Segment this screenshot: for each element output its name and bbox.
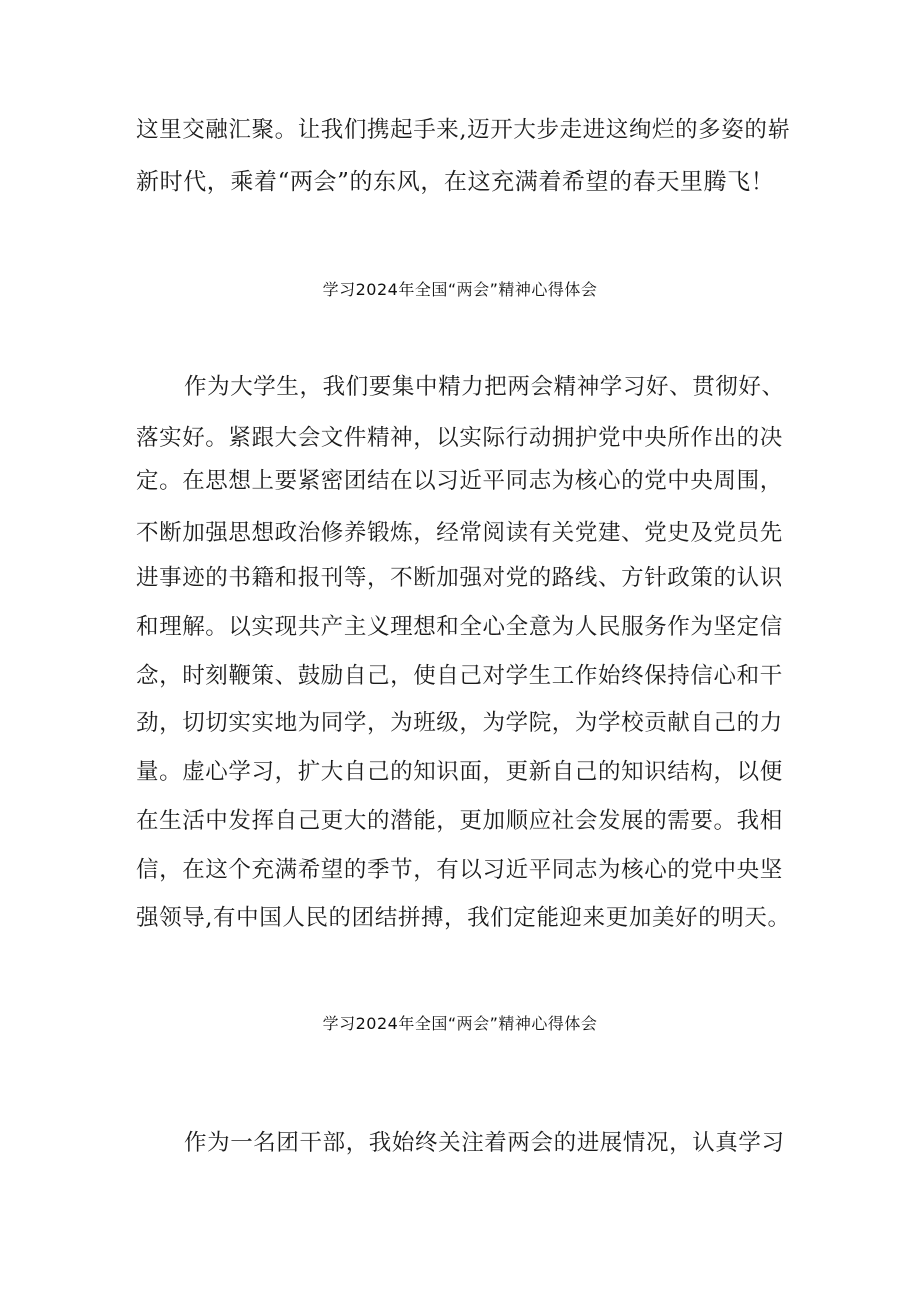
paragraph-1-line-11: 信，在这个充满希望的季节，有以习近平同志为核心的党中央坚 [136, 857, 783, 883]
intro-line-1: 这里交融汇聚。让我们携起手来,迈开大步走进这绚烂的多姿的崭 [136, 117, 791, 143]
paragraph-1-line-4: 不断加强思想政治修养锻炼，经常阅读有关党建、党史及党员先 [136, 520, 783, 546]
paragraph-1-line-1: 作为大学生，我们要集中精力把两会精神学习好、贯彻好、 [184, 374, 785, 400]
paragraph-1-line-6: 和理解。以实现共产主义理想和全心全意为人民服务作为坚定信 [136, 614, 783, 640]
paragraph-2-line-1: 作为一名团干部，我始终关注着两会的进展情况，认真学习 [184, 1130, 785, 1156]
paragraph-1-line-9: 量。虚心学习，扩大自己的知识面，更新自己的知识结构，以便 [136, 759, 783, 785]
section-title-1: 学习2024年全国“两会”精神心得体会 [322, 280, 598, 299]
paragraph-1-line-5: 进事迹的书籍和报刊等，不断加强对党的路线、方针政策的认识 [136, 565, 783, 591]
paragraph-1-line-3: 定。在思想上要紧密团结在以习近平同志为核心的党中央周围， [136, 468, 783, 494]
paragraph-1-line-7: 念，时刻鞭策、鼓励自己，使自己对学生工作始终保持信心和干 [136, 663, 783, 689]
paragraph-1-line-2: 落实好。紧跟大会文件精神，以实际行动拥护党中央所作出的决 [136, 425, 783, 451]
paragraph-1-line-8: 劲，切切实实地为同学，为班级，为学院，为学校贡献自己的力 [136, 710, 783, 736]
section-title-2: 学习2024年全国“两会”精神心得体会 [322, 1014, 598, 1033]
paragraph-1-line-10: 在生活中发挥自己更大的潜能，更加顺应社会发展的需要。我相 [136, 808, 783, 834]
intro-line-2: 新时代，乘着“两会”的东风，在这充满着希望的春天里腾飞！ [136, 169, 775, 195]
paragraph-1-line-12: 强领导,有中国人民的团结拼搏，我们定能迎来更加美好的明天。 [136, 905, 791, 931]
